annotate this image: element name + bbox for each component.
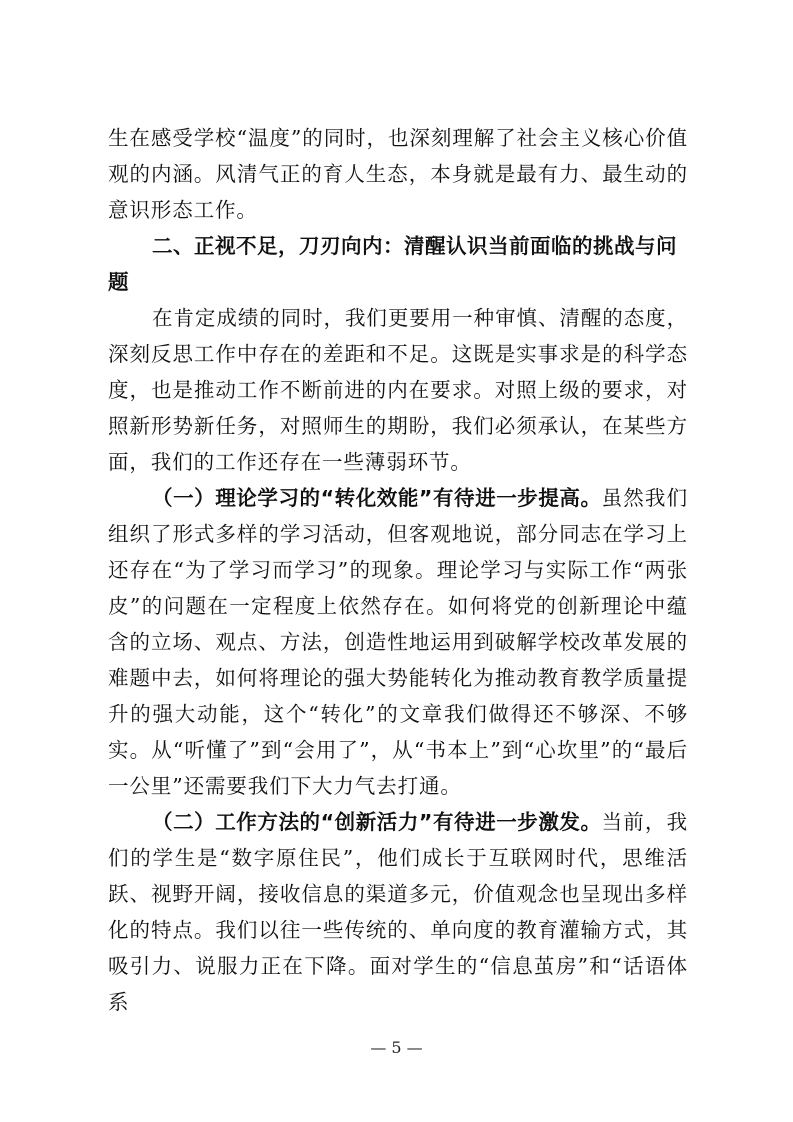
- subheading-theory-study: （一）理论学习的“转化效能”有待进一步提高。: [152, 486, 602, 510]
- subheading-work-method: （二）工作方法的“创新活力”有待进一步激发。: [152, 810, 602, 834]
- paragraph-theory-study-text: 虽然我们组织了形式多样的学习活动，但客观地说，部分同志在学习上还存在“为了学习而学习”的现象。理论学习与实际工作“两张皮”的问题在一定程度上依然存在。如何将党的创新理论中蕴含的立场、观点、方法，创造性地运用到破解学校改革发展的难题中去，如何将理论的强大势能转化为推动教育教学质量提升的强大动能，这个“转化”的文章我们做得还不够深、不够实。从“听懂了”到“会用了”，从“书本上”到“心坎里”的“最后一公里”还需要我们下大力气去打通。: [108, 486, 688, 798]
- paragraph-theory-study: [108, 480, 688, 804]
- page-number: — 5 —: [370, 1038, 423, 1057]
- paragraph-work-method: [108, 804, 688, 1020]
- document-body: [108, 120, 688, 1020]
- section-heading: 二、正视不足，刀刃向内：清醒认识当前面临的挑战与问题: [108, 234, 677, 294]
- paragraph-intro: 在肯定成绩的同时，我们更要用一种审慎、清醒的态度，深刻反思工作中存在的差距和不足。这既是实事求是的科学态度，也是推动工作不断前进的内在要求。对照上级的要求，对照新形势新任务，对照师生的期盼，我们必须承认，在某些方面，我们的工作还存在一些薄弱环节。: [108, 306, 688, 474]
- paragraph-continuation: 生在感受学校“温度”的同时，也深刻理解了社会主义核心价值观的内涵。风清气正的育人生态，本身就是最有力、最生动的意识形态工作。: [108, 126, 688, 222]
- paragraph-work-method-text: 当前，我们的学生是“数字原住民”，他们成长于互联网时代，思维活跃、视野开阔，接收信息的渠道多元，价值观念也呈现出多样化的特点。我们以往一些传统的、单向度的教育灌输方式，其吸引力、说服力正在下降。面对学生的“信息茧房”和“话语体系: [108, 810, 688, 1014]
